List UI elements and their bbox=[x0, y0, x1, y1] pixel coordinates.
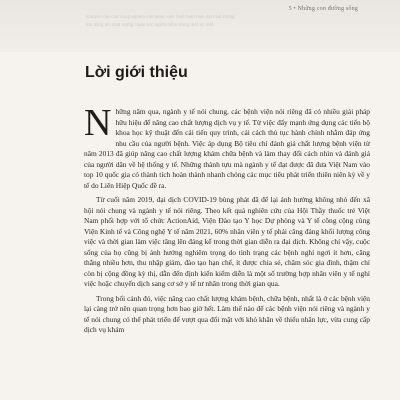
paragraph: Từ cuối năm 2019, đại dịch COVID-19 bùng phát đã để lại ảnh hưởng không nhỏ đến xã hội nói chung và ngành y tế nói riêng. Theo kết quả nghiên cứu của Hội Thầy thuốc trẻ Việt Nam phối hợp với tổ chức ActionAid, Viện Đào tạo Y học Dự phòng và Y tế công cộng cùng Viện Kinh tế và Công nghệ Y tế năm 2021, 60% nhân viên y tế phải căng đáng khối lượng công việc và thời gian làm việc tăng lên đáng kể trong thời gian diễn ra đại dịch. Không chỉ vậy, cuộc sống của họ cũng bị ảnh hưởng nghiêm trọng do tình trạng các bệnh nghỉ ngơi ít hơn, căng thẳng nhiều hơn, thu nhập giảm, đào tạo hạn chế, ít được chia sẻ, chăm sóc gia đình, thậm chí còn bị cộng đồng kỳ thị, dẫn đến định kiến kiểm diễn là một số trường hợp nhân viên y tế nghỉ việc hoặc chuyển dịch sang cơ sở y tế tư nhân trong thời gian qua. bbox=[84, 195, 370, 288]
paragraph: Trong bối cảnh đó, việc nâng cao chất lượng khám bệnh, chữa bệnh, nhất là ở các bệnh viện lại càng trở nên quan trọng hơn bao giờ hết. Làm thế nào để các bệnh viện nói riêng và ngành y tế nói chung có thể phát triển để vượt qua đối mặt với khó khăn về thiếu nhân lực, vừa cung cấp dịch vụ khám bbox=[84, 293, 370, 334]
paragraph-text: hững năm qua, ngành y tế nói chung, các bệnh viện nói riêng đã có nhiều giải pháp hữu hiệu để nâng cao chất lượng dịch vụ y tế. Từ việc đẩy mạnh ứng dụng các tiến bộ khoa học kỹ thuật đến cải tiến quy trình, cải cách thủ tục hành chính nhằm đáp ứng nhu cầu của người bệnh. Việc áp dụng Bộ tiêu chí đánh giá chất lượng bệnh viện từ năm 2013 đã giúp nâng cao chất lượng khám chữa bệnh và làm thay đổi cách nhìn và đánh giá của người dân về hệ thống y tế. Những thành tựu mà ngành y tế đạt được đã đưa Việt Nam vào top 10 quốc gia có thành tích hoàn thành nhanh chóng các mục tiêu phát triển thiên niên kỷ về y tế do Liên Hiệp Quốc đề ra. bbox=[84, 107, 370, 190]
running-head: 5 • Những con đường sống bbox=[288, 6, 358, 12]
chapter-heading: Lời giới thiệu bbox=[85, 64, 188, 81]
bleed-through-line: Khuyến cáo cẩn trọng nghiên cứu bệnh viện Việt Nam hiện đại chất lượng bbox=[86, 15, 235, 20]
bleed-through-line: khi nâng lên chất lượng chăm sóc người bệnh trong thời kỳ mới bbox=[86, 23, 214, 28]
drop-cap: N bbox=[84, 102, 112, 144]
body-text bbox=[84, 102, 370, 340]
paragraph bbox=[84, 102, 370, 191]
